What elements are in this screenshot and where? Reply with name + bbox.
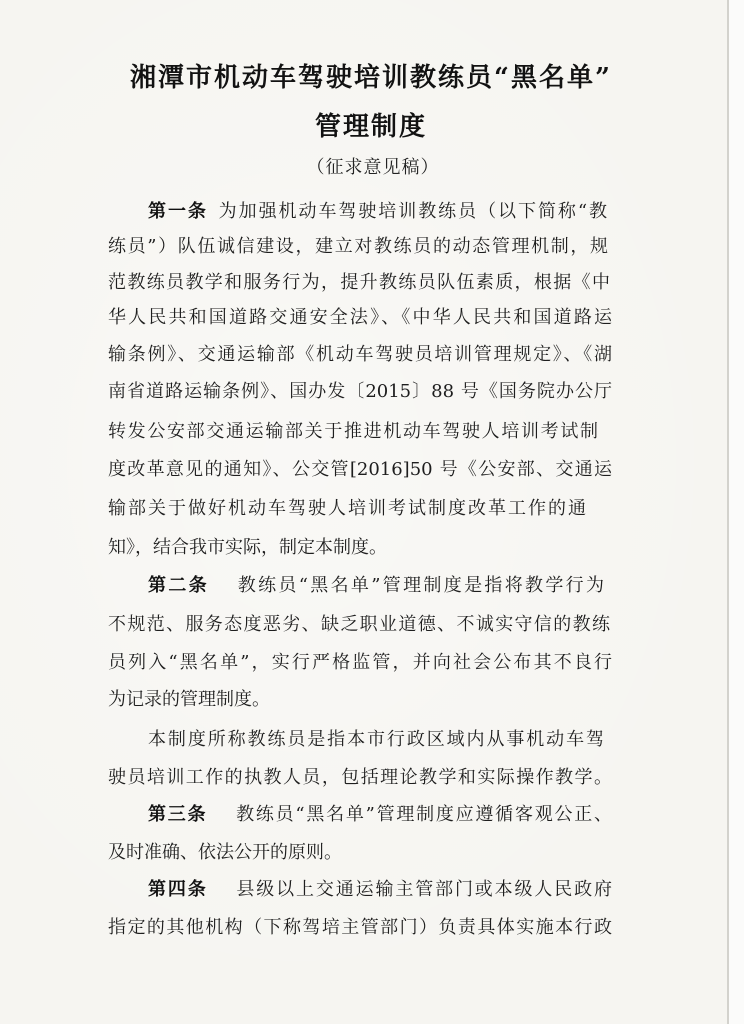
- article-4-line-1-text: 县级以上交通运输主管部门或本级人民政府: [236, 879, 613, 900]
- article-3-heading: 第三条: [148, 804, 208, 825]
- article-2-line-4: 为记录的管理制度。: [108, 689, 270, 710]
- article-4-line-2: 指定的其他机构（下称驾培主管部门）负责具体实施本行政: [108, 917, 612, 938]
- article-2-heading: 第二条: [148, 575, 209, 596]
- scope-paragraph-line-2: 驶员培训工作的执教人员，包括理论教学和实际操作教学。: [108, 767, 612, 788]
- article-2-line-1-text: 教练员“黑名单”管理制度是指将教学行为: [237, 575, 605, 596]
- article-4-heading: 第四条: [148, 879, 208, 900]
- article-1-line-2: 练员”）队伍诚信建设，建立对教练员的动态管理机制，规: [108, 236, 608, 257]
- article-3-line-1: [148, 803, 612, 827]
- article-3-line-2: 及时准确、依法公开的原则。: [108, 842, 342, 863]
- article-2-line-1: [148, 574, 604, 598]
- article-2-line-2: 不规范、服务态度恶劣、缺乏职业道德、不诚实守信的教练: [108, 614, 610, 635]
- article-1-line-1: [148, 200, 607, 224]
- scope-paragraph-line-1: 本制度所称教练员是指本市行政区域内从事机动车驾: [148, 729, 604, 750]
- article-1-line-7: 转发公安部交通运输部关于推进机动车驾驶人培训考试制: [108, 421, 598, 442]
- article-1-line-4: 华人民共和国道路交通安全法》、《中华人民共和国道路运: [108, 307, 612, 328]
- article-1-line-5: 输条例》、交通运输部《机动车驾驶员培训管理规定》、《湖: [108, 344, 612, 365]
- article-2-line-3: 员列入“黑名单”，实行严格监管，并向社会公布其不良行: [108, 652, 612, 673]
- document-subtitle: （征求意见稿）: [306, 157, 440, 178]
- article-3-line-1-text: 教练员“黑名单”管理制度应遵循客观公正、: [236, 804, 613, 825]
- article-1-line-9: 输部关于做好机动车驾驶人培训考试制度改革工作的通: [108, 498, 586, 519]
- document-title-line-2: 管理制度: [314, 112, 427, 142]
- article-1-line-10: 知》，结合我市实际，制定本制度。: [108, 537, 387, 558]
- document-title-line-1: 湘潭市机动车驾驶培训教练员“黑名单”: [130, 63, 612, 93]
- scan-margin-strip: [729, 0, 744, 1024]
- article-1-line-6: 南省道路运输条例》、国办发〔2015〕88 号《国务院办公厅: [108, 381, 612, 402]
- article-1-line-3: 范教练员教学和服务行为，提升教练员队伍素质，根据《中: [108, 272, 610, 293]
- article-1-line-1-text: 为加强机动车驾驶培训教练员（以下简称“教: [218, 201, 608, 222]
- article-4-line-1: [148, 878, 612, 902]
- article-1-line-8: 度改革意见的通知》、公交管[2016]50 号《公安部、交通运: [108, 459, 612, 480]
- article-1-heading: 第一条: [148, 201, 208, 222]
